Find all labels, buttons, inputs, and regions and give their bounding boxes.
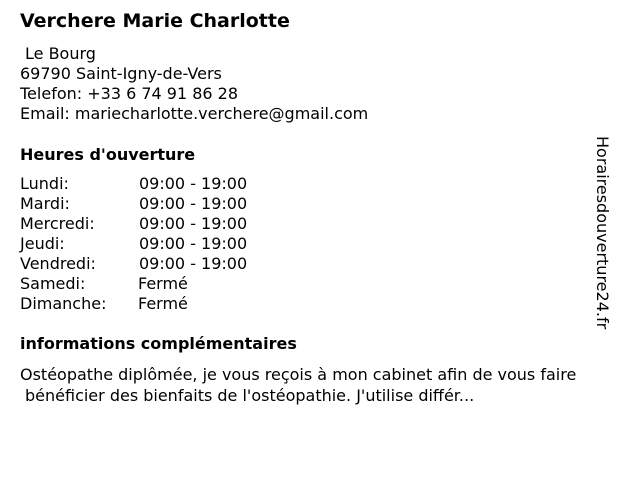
day-label: Dimanche: xyxy=(20,294,107,313)
day-label: Mercredi: xyxy=(20,214,95,233)
time-value: 09:00 - 19:00 xyxy=(139,194,248,213)
description-text xyxy=(20,364,630,406)
time-value: Fermé xyxy=(138,274,188,293)
day-label: Jeudi: xyxy=(20,234,65,253)
street-address: Le Bourg xyxy=(25,44,96,63)
city-address: 69790 Saint-Igny-de-Vers xyxy=(20,64,222,83)
time-value: Fermé xyxy=(138,294,188,313)
time-value: 09:00 - 19:00 xyxy=(139,214,248,233)
opening-hours-heading: Heures d'ouverture xyxy=(20,145,196,164)
email-address: Email: mariecharlotte.verchere@gmail.com xyxy=(20,104,369,123)
phone-number: Telefon: +33 6 74 91 86 28 xyxy=(20,84,239,103)
additional-info-heading: informations complémentaires xyxy=(20,334,297,353)
business-name: Verchere Marie Charlotte xyxy=(20,10,290,32)
day-label: Lundi: xyxy=(20,174,69,193)
time-value: 09:00 - 19:00 xyxy=(139,174,248,193)
time-value: 09:00 - 19:00 xyxy=(139,234,248,253)
description-line: bénéficier des bienfaits de l'ostéopathie. J'utilise différ... xyxy=(25,386,475,405)
day-label: Vendredi: xyxy=(20,254,96,273)
contact-block xyxy=(20,44,368,124)
description-line: Ostéopathe diplômée, je vous reçois à mon cabinet afin de vous faire xyxy=(20,365,577,384)
day-label: Samedi: xyxy=(20,274,86,293)
day-label: Mardi: xyxy=(20,194,70,213)
time-value: 09:00 - 19:00 xyxy=(139,254,248,273)
site-watermark: Horairesdouverture24.fr xyxy=(593,136,612,330)
